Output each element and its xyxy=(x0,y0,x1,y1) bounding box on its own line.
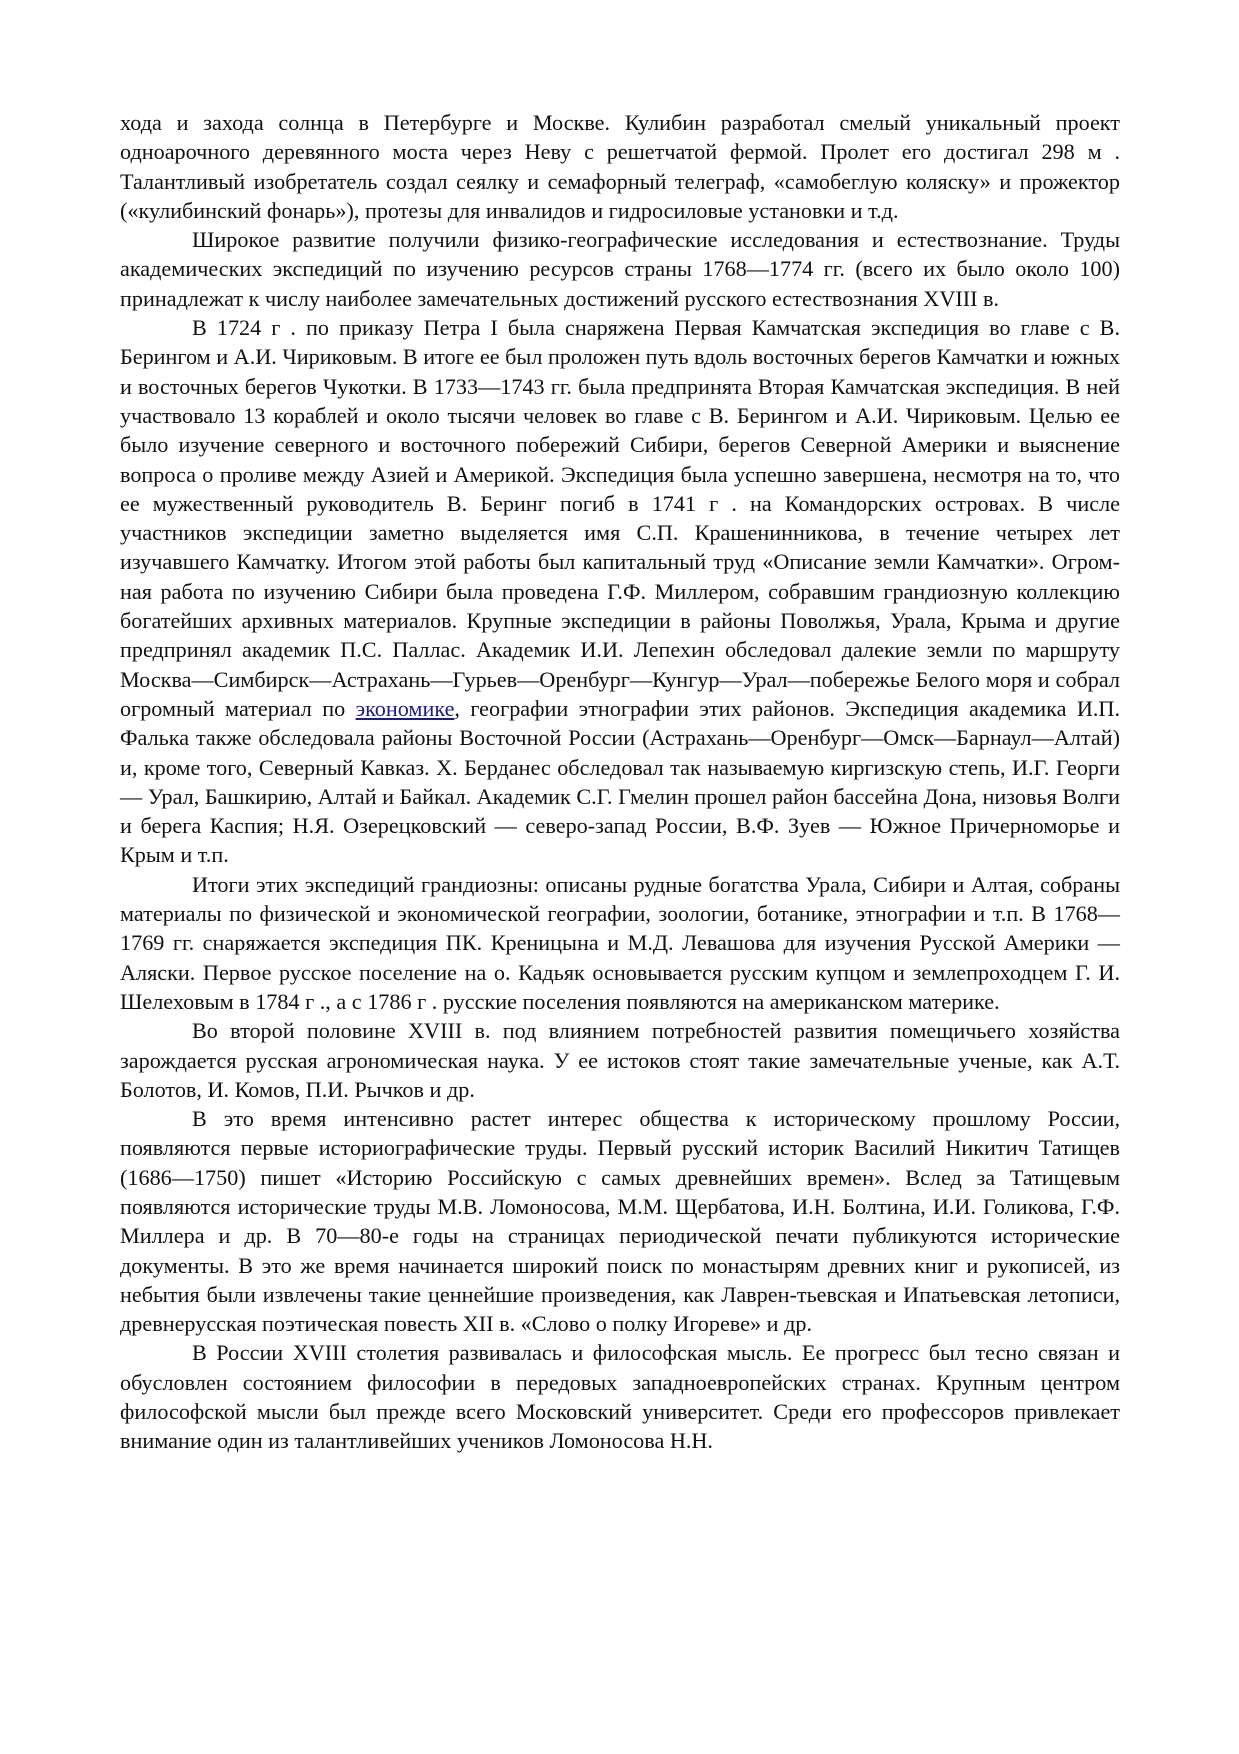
paragraph-3 xyxy=(120,313,1120,870)
paragraph-5: Во второй половине XVIII в. под влиянием потребностей развития помещичьего хозяйства зарождается русская агрономическая наука. У ее истоков стоят такие замечательные ученые, как А.Т. Болотов, И. Комов, П.И. Рычков и др. xyxy=(120,1018,1120,1102)
paragraph-4: Итоги этих экспедиций грандиозны: описаны рудные богатства Урала, Сибири и Алтая, собраны материалы по физической и экономической географии, зоологии, ботанике, этнографии и т.п. В 1768—1769 гг. снаряжается экспедиция ПК. Креницына и М.Д. Левашова для изучения Русской Америки — Аляски. Первое русское поселение на о. Кадьяк основывается русским купцом и землепроходцем Г. И. Шелеховым в 1784 г ., а с 1786 г . русские поселения появляются на американском материке. xyxy=(120,871,1120,1014)
paragraph-3-text-before-link: В 1724 г . по приказу Петра I была снаряжена Первая Камчатская экспедиция во главе с В. Берингом и А.И. Чириковым. В итоге ее был проложен путь вдоль восточных берегов Камчатки и южных и восточных берегов Чукотки. В 1733—1743 гг. была предпринята Вторая Камчатская экспедиция. В ней участвовало 13 кораблей и около тысячи человек во главе с В. Берингом и А.И. Чириковым. Целью ее было изучение северного и восточного побережий Сибири, берегов Северной Америки и выяснение вопроса о проливе между Азией и Америкой. Экспедиция была успешно завершена, несмотря на то, что ее мужественный руководитель В. Беринг погиб в 1741 г . на Командорских островах. В числе участников экспедиции заметно выделяется имя С.П. Крашенинникова, в течение четырех лет изучавшего Камчатку. Итогом этой работы был капитальный труд «Описание земли Камчатки». Огромная работа по изучению Сибири была проведена Г.Ф. Миллером, собравшим грандиозную коллекцию богатейших архивных материалов. Крупные экспедиции в районы Поволжья, Урала, Крыма и другие предпринял академик П.С. Паллас. Академик И.И. Лепехин обследовал далекие земли по маршруту Москва—Симбирск—Астрахань—Гурьев—Оренбург—Кунгур—Урал—побережье Белого моря и собрал огромный материал по xyxy=(120,315,1120,721)
paragraph-1: хода и захода солнца в Петербурге и Москве. Кулибин разработал смелый уникальный проект одноарочного деревянного моста через Неву с решетчатой фермой. Пролет его достигал 298 м . Талантливый изобретатель создал сеялку и семафорный телеграф, «самобеглую коляску» и прожектор («кулибинский фонарь»), протезы для инвалидов и гидросиловые установки и т.д. xyxy=(120,110,1120,223)
document-page xyxy=(120,108,1120,1456)
paragraph-7: В России XVIII столетия развивалась и философская мысль. Ее прогресс был тесно связан и обусловлен состоянием философии в передовых западноевропейских странах. Крупным центром философской мысли был прежде всего Московский университет. Среди его профессоров привлекает внимание один из талантливейших учеников Ломоносова Н.Н. xyxy=(120,1340,1120,1454)
paragraph-3-text-after-link: , географии этнографии этих районов. Экспедиция академика И.П. Фалька также обследовала районы Восточной России (Астрахань—Оренбург—Омск—Барнаул—Алтай) и, кроме того, Северный Кавказ. X. Берданес обследовал так называемую киргизскую степь, И.Г. Георги — Урал, Башкирию, Алтай и Байкал. Академик С.Г. Гмелин прошел район бассейна Дона, низовья Волги и берега Каспия; Н.Я. Озерецковский — северо-запад России, В.Ф. Зуев — Южное Причерноморье и Крым и т.п. xyxy=(120,695,1120,868)
paragraph-2: Широкое развитие получили физико-географические исследования и естествознание. Труды академических экспедиций по изучению ресурсов страны 1768—1774 гг. (всего их было около 100) принадлежат к числу наиболее замечательных достижений русского естествознания XVIII в. xyxy=(120,227,1120,311)
paragraph-6: В это время интенсивно растет интерес общества к историческому прошлому России, появляются первые историографические труды. Первый русский историк Василий Никитич Татищев (1686—1750) пишет «Историю Российскую с самых древнейших времен». Вслед за Татищевым появляются исторические труды М.В. Ломоносова, М.М. Щербатова, И.Н. Болтина, И.И. Голикова, Г.Ф. Миллера и др. В 70—80-е годы на страницах периодической печати публикуются исторические документы. В это же время начинается широкий поиск по монастырям древних книг и рукописей, из небытия были извлечены такие ценнейшие произведения, как Лаврен-тьевская и Ипатьевская летописи, древнерусская поэтическая повесть XII в. «Слово о полку Игореве» и др. xyxy=(120,1106,1120,1337)
economics-link[interactable]: экономике xyxy=(355,695,455,721)
